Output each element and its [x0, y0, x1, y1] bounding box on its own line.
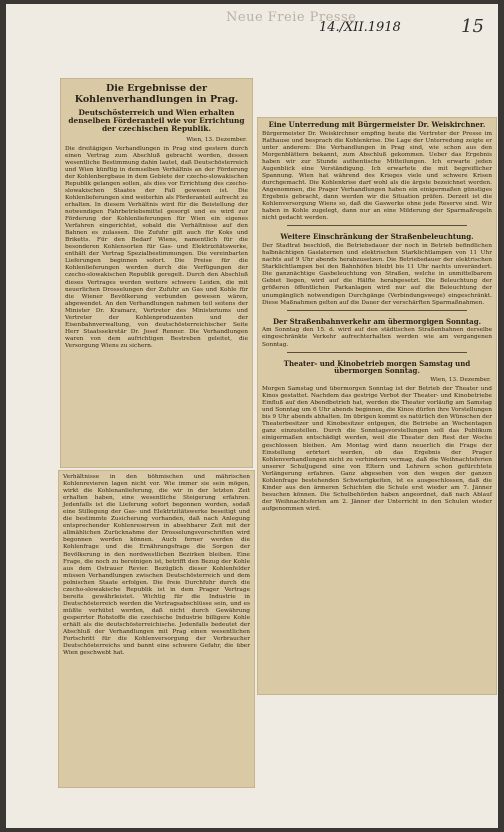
divider — [287, 352, 467, 353]
section-body-tram: Am Sonntag den 15. d. wird auf den städtischen Straßenbahnen derselbe eingeschränkte Verkehr aufrechterhalten werden wie am vergangenen Sonntag. — [262, 327, 492, 348]
section-body-theater: Morgen Samstag und übermorgen Sonntag ist der Betrieb der Theater und Kinos gestattet. Nachdem das gestrige Verbot der Theater- und Kinobetriebe Einfluß auf den Abendbetrieb hat, werden die Theater vorläufig am Samstag und Sonntag um 6 Uhr abends beginnen, die Kinos dürfen ihre Vorstellungen bis 9 Uhr abends abhalten. Im übrigen kommt es natürlich den Wünschen der Theaterbesitzer und Kinobesitzer entgegen, die Betriebe an Wochentagen ganz einzustellen. Durch die Sonntagsvorstellungen soll das Publikum einigermaßen entschädigt werden, weil die Theater den Rest der Woche geschlossen bleiben. Am Montag wird dann neuerlich die Frage der Einstellung erörtert werden, ob das Ergebnis der Prager Kohlenverhandlungen nicht zu verhindern vermag, daß die Weihnachtsferien unserer Schuljugend eine von Eltern und Lehrern schon gefürchtete Verlängerung erfahren. Ganz abgesehen von den wegen der ganzen Kohlenfrage bestehenden Schwierigkeiten, ist es ausgeschlossen, daß die Kinder aus den ärmeren Schichten die Schule erst wieder am 7. Jänner besuchen können. Die Schulbehörden haben angeordnet, daß nach Ablauf der Weihnachtsferien am 2. Jänner der Unterricht in den Schulen wieder aufgenommen wird. — [262, 386, 492, 512]
article-dateline: Wien, 13. Dezember. — [186, 136, 247, 143]
section-title-street-lighting: Weitere Einschränkung der Straßenbeleuchtung. — [280, 232, 474, 242]
scrapbook-page — [6, 4, 498, 828]
section-title-theater: Theater- und Kinobetrieb morgen Samstag und übermorgen Sonntag. — [283, 358, 471, 376]
section-title-tram: Der Straßenbahnverkehr am übermorgigen Sonntag. — [272, 316, 482, 326]
clipping-coal-negotiations-continued — [58, 470, 255, 788]
section-title-mayor: Eine Unterredung mit Bürgermeister Dr. Weiskirchner. — [268, 120, 486, 129]
clipping-mayor-interview — [257, 117, 497, 695]
newspaper-stamp: Neue Freie Presse — [226, 10, 357, 25]
article-body: Die dreitägigen Verhandlungen in Prag sind gestern durch einen Vertrag zum Abschluß gebracht worden, dessen wesentliche Bestimmung dahin lautet, daß Deutschösterreich und Wien künftig in demselben Verhältnis an der Förderung der Kohlenbergbaue in dem Gebiete der czecho-slowakischen Republik gelangen sollen, als dies vor Errichtung des czecho-slowakischen Staates der Fall gewesen ist. Die Kohlenlieferungen sind weiterhin als Förderanteil aufrecht zu erhalten. In diesem Verhältnis wird für die Beistellung der notwendigen Fahrbetriebsmittel gesorgt und es wird zur Förderung der Kohlenlieferungen für Wien ein eigenes Verfahren eingerichtet, sobald die Verhältnisse auf den Bahnen es zulassen. Die Zufuhr gilt auch für Koks und Briketts. Für den Bedarf Wiens, namentlich für die besonderen Kohlensorten für Gas- und Elektrizitätswerke, enthält der Vertrag Spezialbestimmungen. Die vereinbarten Lieferungen beginnen sofort. Die Preise für die Kohlenlieferungen werden durch die Verfügungen der czecho-slowakischen Republik geregelt. Durch den Abschluß dieses Vertrages werden weitere schwere Leiden, die mit neuerlichen Drosselungen der Zufuhr an Gas und Kohle für die Wiener Bevölkerung verbunden gewesen wären, abgewendet. An den Verhandlungen nahmen teil seitens der Minister Dr. Kramarz, Vertreter des Ministeriums und Vertreter der Kohlenproduzenten und der Eisenbahnverwaltung, von deutschösterreichischer Seite Herr Staatssekretär Dr. Josef Renner. Die Verhandlungen waren von dem aufrichtigen Bestreben geleitet, die Versorgung Wiens zu sichern. — [65, 145, 248, 349]
handwritten-page-number: 15 — [461, 16, 484, 37]
article-subtitle: Deutschösterreich und Wien erhalten denselben Förderanteil wie vor Errichtung der czechischen Republik. — [68, 108, 245, 134]
section-body-street-lighting: Der Stadtrat beschloß, die Betriebsdauer der noch in Betrieb befindlichen halbnächtigen Gaslaternen und elektrischen Starklichtlampen von 11 Uhr nachts auf 9 Uhr abends herabzusetzen. Die Betriebsdauer der elektrischen Starklichtlampen bei den Bahnhöfen bleibt bis 11 Uhr nachts unverändert. Die ganznächtige Gasbeleuchtung von Straßen, welche in unmittelbarem Gebiet liegen, wird auf die Hälfte herabgesetzt. Die Beleuchtung der größeren öffentlichen Parkanlagen wird nur auf die Beleuchtung der unumgänglich notwendigen Durchgänge (Verbindungswege) eingeschränkt. Diese Maßnahmen gelten auf die Dauer der verschärften Sparmaßnahmen. — [262, 243, 492, 306]
divider — [287, 225, 467, 226]
article-body-continued: Verhältnisse in den böhmischen und mährischen Kohlenrevieren lagen nicht vor. Wie immer sie sein mögen, wirkt die Kohlenanlieferung, die wir in der letzten Zeit erhalten haben, eine wesentliche Steigerung erfahren. Jedenfalls ist die Lieferung sofort begonnen worden, sodaß eine Stillegung der Gas- und Elektrizitätswerke beseitigt und die bestimmte Zusicherung vorhanden, daß nach Anlegung entsprechender Kohlenreserven in absehbarer Zeit mit der allmählichen Zurücknahme der Drosselungsvorschriften wird begonnen werden können. Auch ferner werden die Kohlenfrage und die Ernährungsfrage die Sorgen der Bevölkerung in den nordwestlichen Bezirken bleiben. Eine Frage, die noch zu bereinigen ist, betrifft den Bezug der Kohle aus dem Ostrauer Revier. Bezüglich dieser Kohlenfelder müssen Verhandlungen zwischen Deutschösterreich und dem polnischen Staate erfolgen. Die freie Durchfuhr durch die czecho-slowakische Republik ist in dem Prager Vertrage bereits gewährleistet. Wichtig für die Industrie in Deutschösterreich werden die Vertragsabschlüsse sein, und es müßte verhütet werden, daß nicht durch Gewährung gesperrter Rohstoffe die czechische Industrie billigere Kohle erhält als die deutschösterreichische. Jedenfalls bedeutet der Abschluß der Verhandlungen mit Prag einen wesentlichen Fortschritt für die Kohlenversorgung der Verbraucher Deutschösterreichs und bannt eine schwere Gefahr, die über Wien geschwebt hat. — [63, 474, 250, 657]
section-dateline-theater: Wien, 13. Dezember. — [430, 377, 491, 384]
clipping-coal-negotiations — [60, 78, 253, 468]
divider — [287, 310, 467, 311]
article-title: Die Ergebnisse der Kohlenverhandlungen in Prag. — [74, 83, 239, 105]
handwritten-date: 14./XII.1918 — [319, 20, 401, 35]
section-body-mayor: Bürgermeister Dr. Weiskirchner empfing heute die Vertreter der Presse im Rathause und besprach die Kohlenkrise. Die Lage der Unterredung zeigte er unter anderem: Die Verhandlungen in Prag sind, wie schon aus den Morgenblättern bekannt, zum Abschluß gekommen. Ueber das Ergebnis haben wir zur Stunde authentische Mitteilungen. Ich erwarte jeden Augenblick eine Verständigung. Ich erwartete die mit begreiflicher Spannung. Wien hat während des Krieges viele und schwere Krisen durchgemacht. Die Kohlenkrise darf wohl als die ärgste bezeichnet werden. Angenommen, die Prager Verhandlungen haben ein einigermaßen günstiges Ergebnis gebracht, dann werden wir die Situation prüfen. Derzeit ist die Kohlenversorgung Wiens so, daß die Gaswerke ohne jede Reserve sind. Wir haben in Kohle zugelegt, dann nur an eine Milderung der Sparmaßregeln nicht gedacht werden. — [262, 130, 492, 222]
